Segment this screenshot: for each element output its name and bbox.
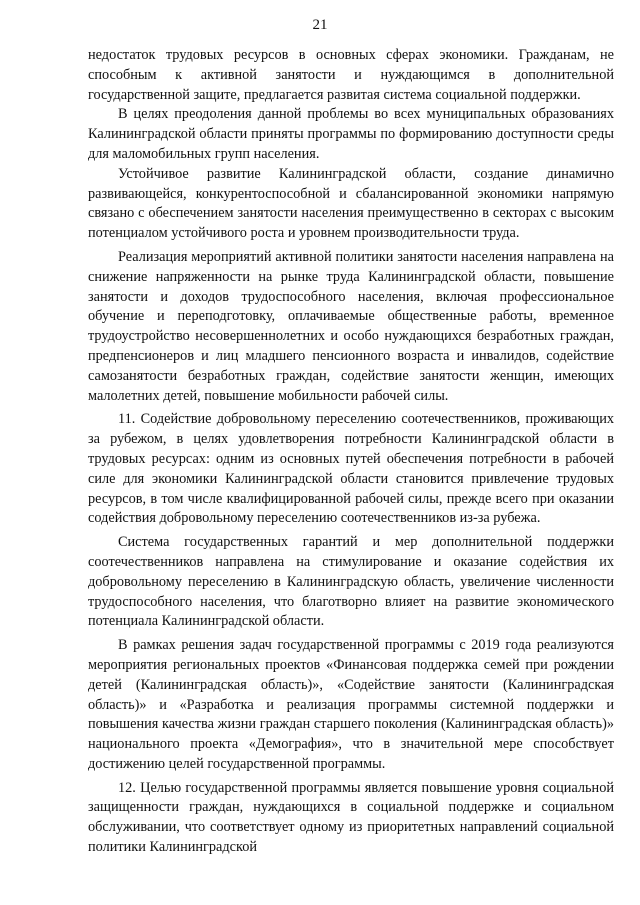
- page-number: 21: [312, 17, 328, 33]
- paragraph-5: 11. Содействие добровольному переселению соотечественников, проживающих за рубежом, в целях удовлетворения потребности Калининградской области в трудовых ресурсах: одним из основных путей обеспечения потребности в рабочей силе для экономики Калининградской области становится привлечение трудовых ресурсов, в том числе квалифицированной рабочей силы, прежде всего при оказании содействия добровольному переселению соотечественников из-за рубежа.: [88, 411, 614, 527]
- paragraph-2: В целях преодоления данной проблемы во всех муниципальных образованиях Калининградской области приняты программы по формированию доступности среды для маломобильных групп населения.: [88, 106, 614, 162]
- paragraph-1: недостаток трудовых ресурсов в основных сферах экономики. Гражданам, не способным к активной занятости и нуждающимся в дополнительной государственной защите, предлагается развитая система социальной поддержки.: [88, 47, 614, 103]
- paragraph-7: В рамках решения задач государственной программы с 2019 года реализуются мероприятия региональных проектов «Финансовая поддержка семей при рождении детей (Калининградская область)», «Содействие занятости (Калининградская область)» и «Разработка и реализация программы системной поддержки и повышения качества жизни граждан старшего поколения (Калининградская область)» национального проекта «Демография», что в значительной мере способствует достижению целей государственной программы.: [88, 637, 614, 772]
- document-body: [88, 46, 614, 858]
- paragraph-4: Реализация мероприятий активной политики занятости населения направлена на снижение напряженности на рынке труда Калининградской области, повышение занятости и доходов трудоспособного населения, включая профессиональное обучение и переподготовку, оплачиваемые общественные работы, временное трудоустройство несовершеннолетних и особо нуждающихся безработных граждан, предпенсионеров и лиц младшего пенсионного возраста и инвалидов, содействие самозанятости безработных граждан, содействие занятости женщин, имеющих малолетних детей, повышение мобильности рабочей силы.: [88, 248, 614, 404]
- paragraph-8: 12. Целью государственной программы является повышение уровня социальной защищенности граждан, нуждающихся в социальной поддержке и социальном обслуживании, что соответствует одному из приоритетных направлений социальной политики Калининградской: [88, 779, 614, 856]
- paragraph-6: Система государственных гарантий и мер дополнительной поддержки соотечественников направлена на стимулирование и оказание содействия их добровольному переселению в Калининградскую область, увеличение численности трудоспособного населения, что благотворно влияет на развитие экономического потенциала Калининградской области.: [88, 534, 614, 630]
- paragraph-3: Устойчивое развитие Калининградской области, создание динамично развивающейся, конкурентоспособной и сбалансированной экономики напрямую связано с обеспечением занятости населения преимущественно в секторах с высоким потенциалом устойчивого роста и уровнем производительности труда.: [88, 165, 614, 242]
